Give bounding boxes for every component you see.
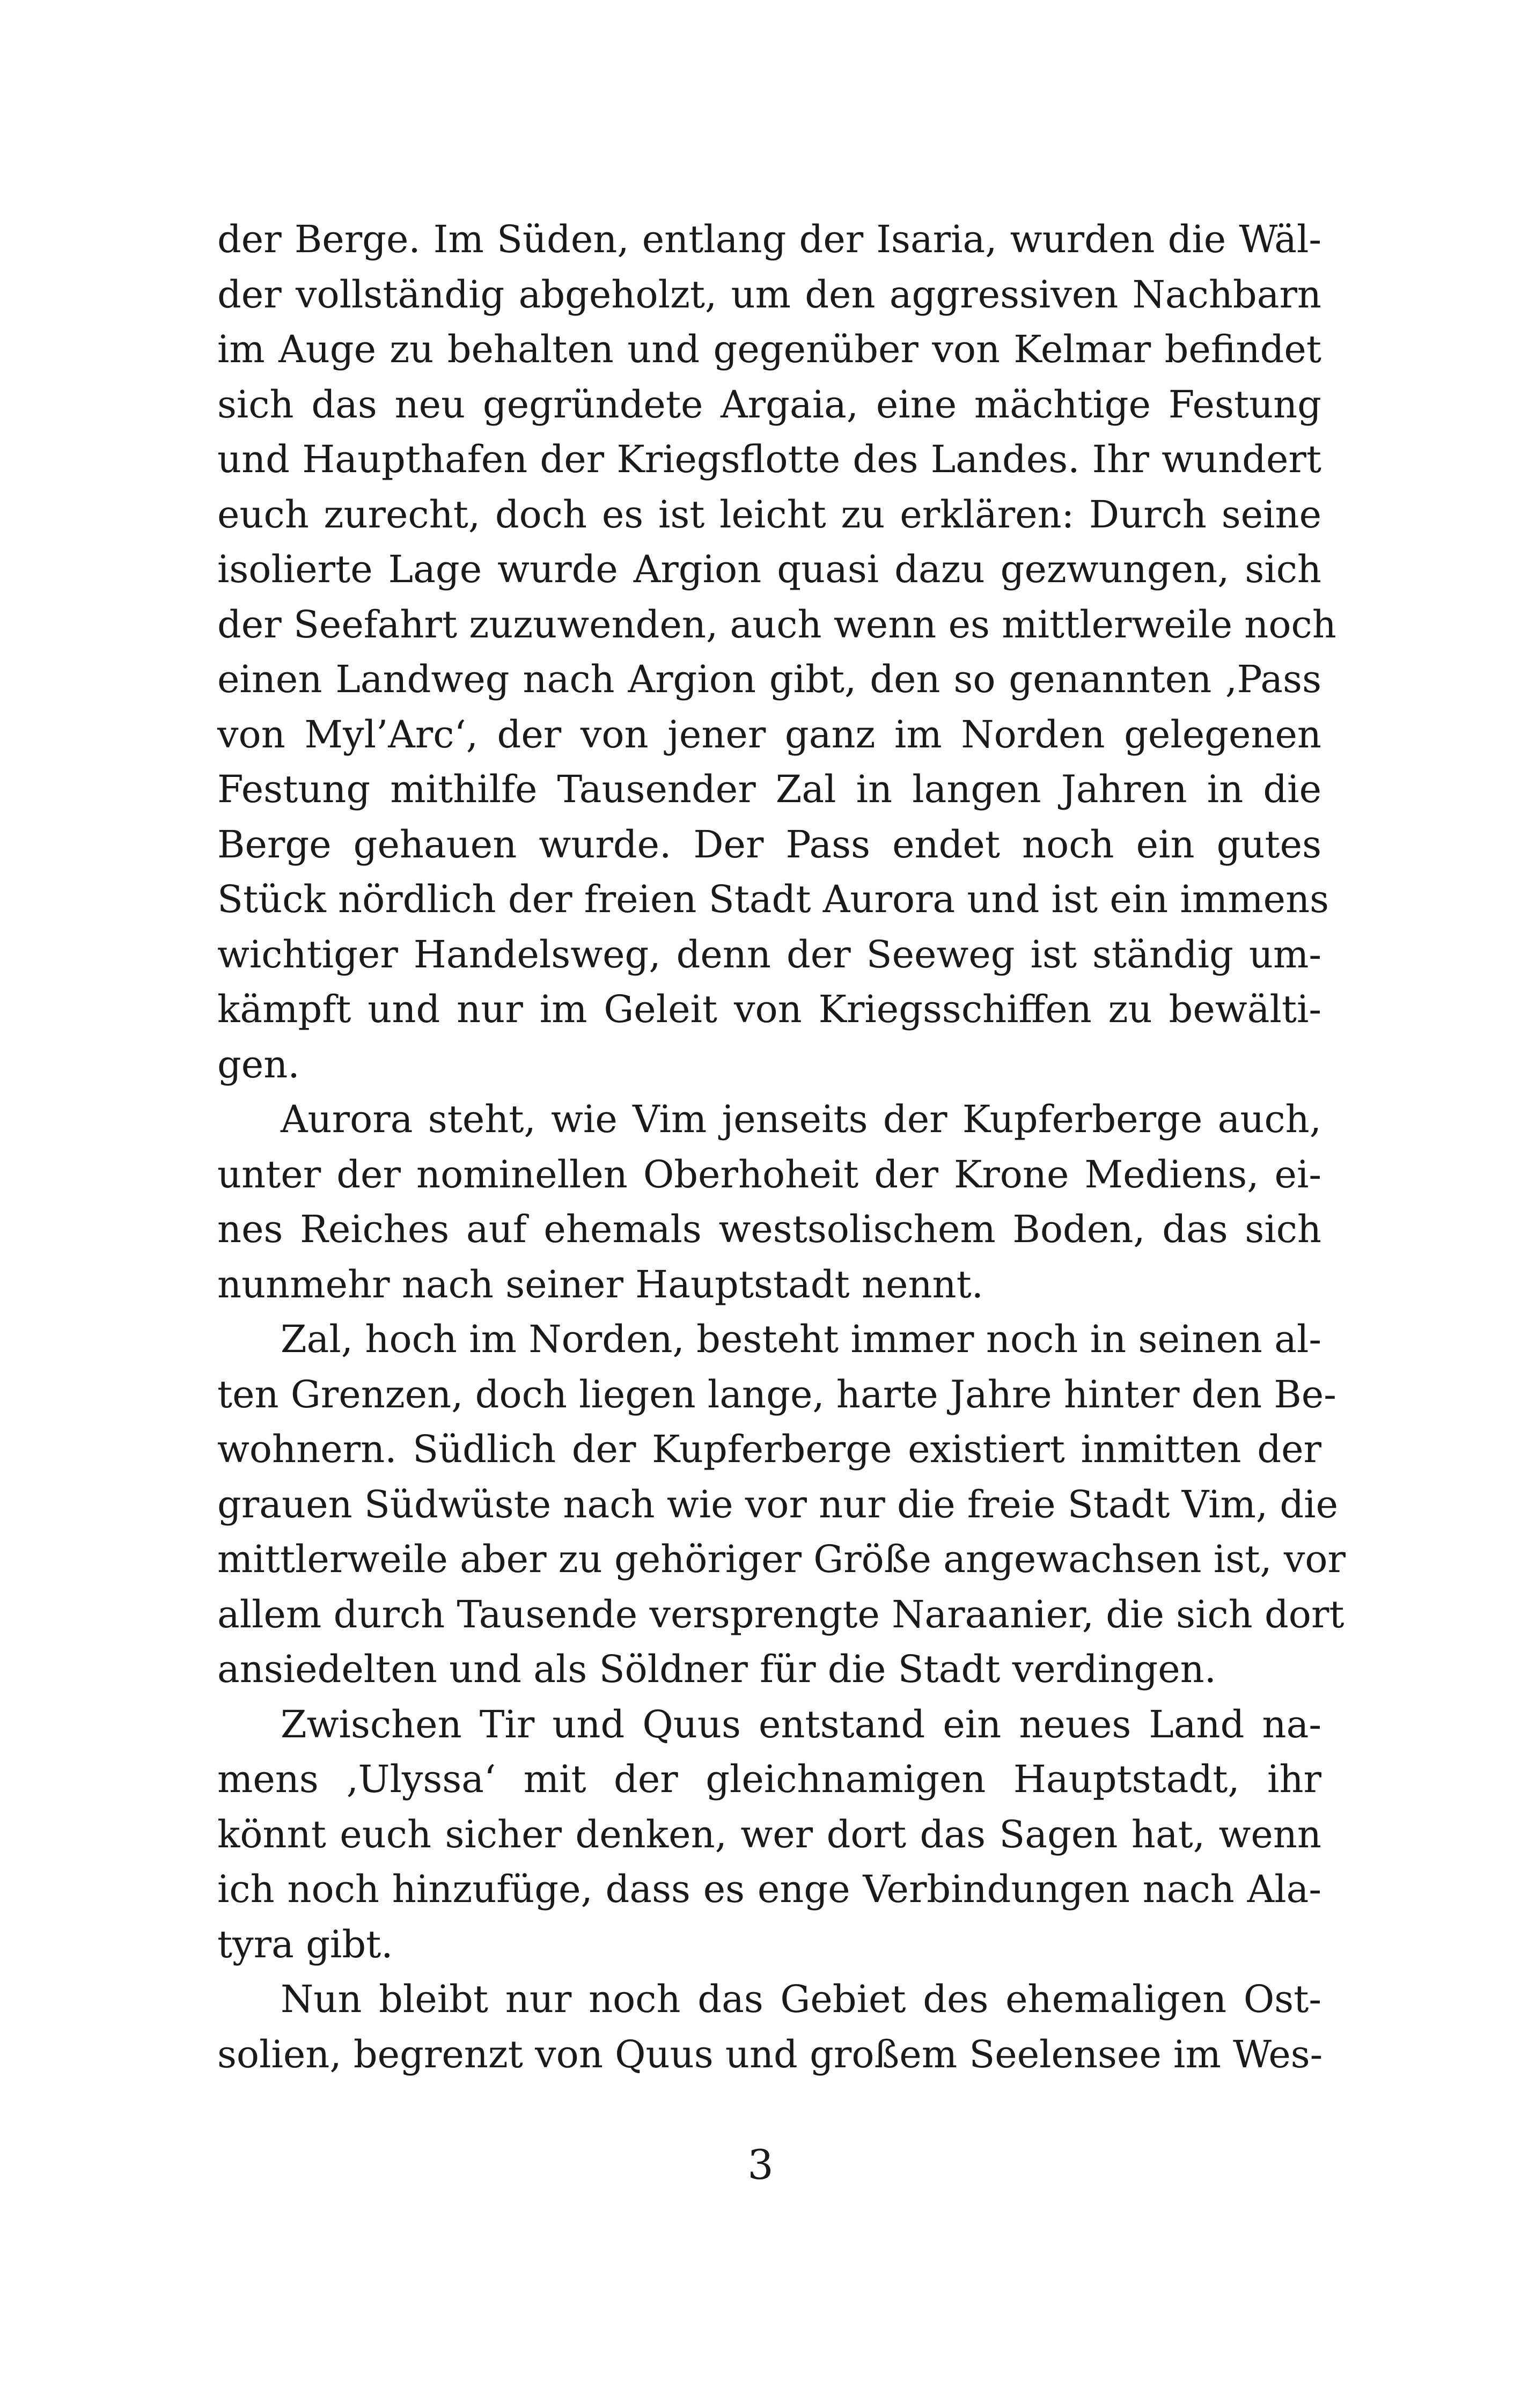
text-line: unter der nominellen Oberhoheit der Krone Mediens, ei- bbox=[217, 1152, 1321, 1196]
text-line: mens ‚Ulyssa‘ mit der gleichnamigen Hauptstadt, ihr bbox=[217, 1757, 1321, 1801]
text-line: einen Landweg nach Argion gibt, den so genannten ‚Pass bbox=[217, 657, 1321, 701]
text-line: gen. bbox=[217, 1042, 300, 1086]
text-line: tyra gibt. bbox=[217, 1922, 393, 1966]
text-line: Aurora steht, wie Vim jenseits der Kupferberge auch, bbox=[281, 1097, 1321, 1141]
text-line: Festung mithilfe Tausender Zal in langen Jahren in die bbox=[217, 767, 1321, 811]
text-line: Stück nördlich der freien Stadt Aurora und ist ein immens bbox=[217, 877, 1329, 921]
text-line: nes Reiches auf ehemals westsolischem Boden, das sich bbox=[217, 1207, 1321, 1251]
text-line: wohnern. Südlich der Kupferberge existiert inmitten der bbox=[217, 1427, 1321, 1471]
text-line: könnt euch sicher denken, wer dort das Sagen hat, wenn bbox=[217, 1812, 1321, 1856]
text-line: der Berge. Im Süden, entlang der Isaria, wurden die Wäl- bbox=[217, 217, 1321, 261]
text-line: mittlerweile aber zu gehöriger Größe angewachsen ist, vor bbox=[217, 1537, 1346, 1581]
text-line: sich das neu gegründete Argaia, eine mächtige Festung bbox=[217, 382, 1321, 427]
text-line: Zal, hoch im Norden, besteht immer noch in seinen al- bbox=[281, 1317, 1321, 1361]
text-line: Nun bleibt nur noch das Gebiet des ehemaligen Ost- bbox=[281, 1977, 1321, 2021]
text-line: Berge gehauen wurde. Der Pass endet noch ein gutes bbox=[217, 822, 1321, 867]
text-line: wichtiger Handelsweg, denn der Seeweg ist ständig um- bbox=[217, 932, 1321, 977]
page-number: 3 bbox=[747, 2141, 774, 2189]
text-line: ich noch hinzufüge, dass es enge Verbindungen nach Ala- bbox=[217, 1867, 1321, 1911]
text-line: solien, begrenzt von Quus und großem Seelensee im Wes- bbox=[217, 2032, 1323, 2076]
text-line: der Seefahrt zuzuwenden, auch wenn es mittlerweile noch bbox=[217, 602, 1336, 647]
text-line: euch zurecht, doch es ist leicht zu erklären: Durch seine bbox=[217, 492, 1321, 537]
text-line: isolierte Lage wurde Argion quasi dazu gezwungen, sich bbox=[217, 547, 1321, 591]
body-text bbox=[217, 212, 1346, 2082]
text-line: Zwischen Tir und Quus entstand ein neues Land na- bbox=[281, 1702, 1321, 1746]
text-line: im Auge zu behalten und gegenüber von Kelmar befindet bbox=[217, 327, 1321, 371]
text-line: ten Grenzen, doch liegen lange, harte Jahre hinter den Be- bbox=[217, 1372, 1336, 1416]
text-line: der vollständig abgeholzt, um den aggressiven Nachbarn bbox=[217, 272, 1321, 317]
text-line: grauen Südwüste nach wie vor nur die freie Stadt Vim, die bbox=[217, 1482, 1338, 1526]
text-line: von Myl’Arc‘, der von jener ganz im Norden gelegenen bbox=[217, 712, 1321, 757]
text-line: und Haupthafen der Kriegsflotte des Landes. Ihr wundert bbox=[217, 437, 1321, 481]
text-line: ansiedelten und als Söldner für die Stadt verdingen. bbox=[217, 1647, 1216, 1691]
text-line: kämpft und nur im Geleit von Kriegsschiffen zu bewälti- bbox=[217, 987, 1321, 1031]
text-line: nunmehr nach seiner Hauptstadt nennt. bbox=[217, 1262, 983, 1306]
text-line: allem durch Tausende versprengte Naraanier, die sich dort bbox=[217, 1592, 1344, 1636]
